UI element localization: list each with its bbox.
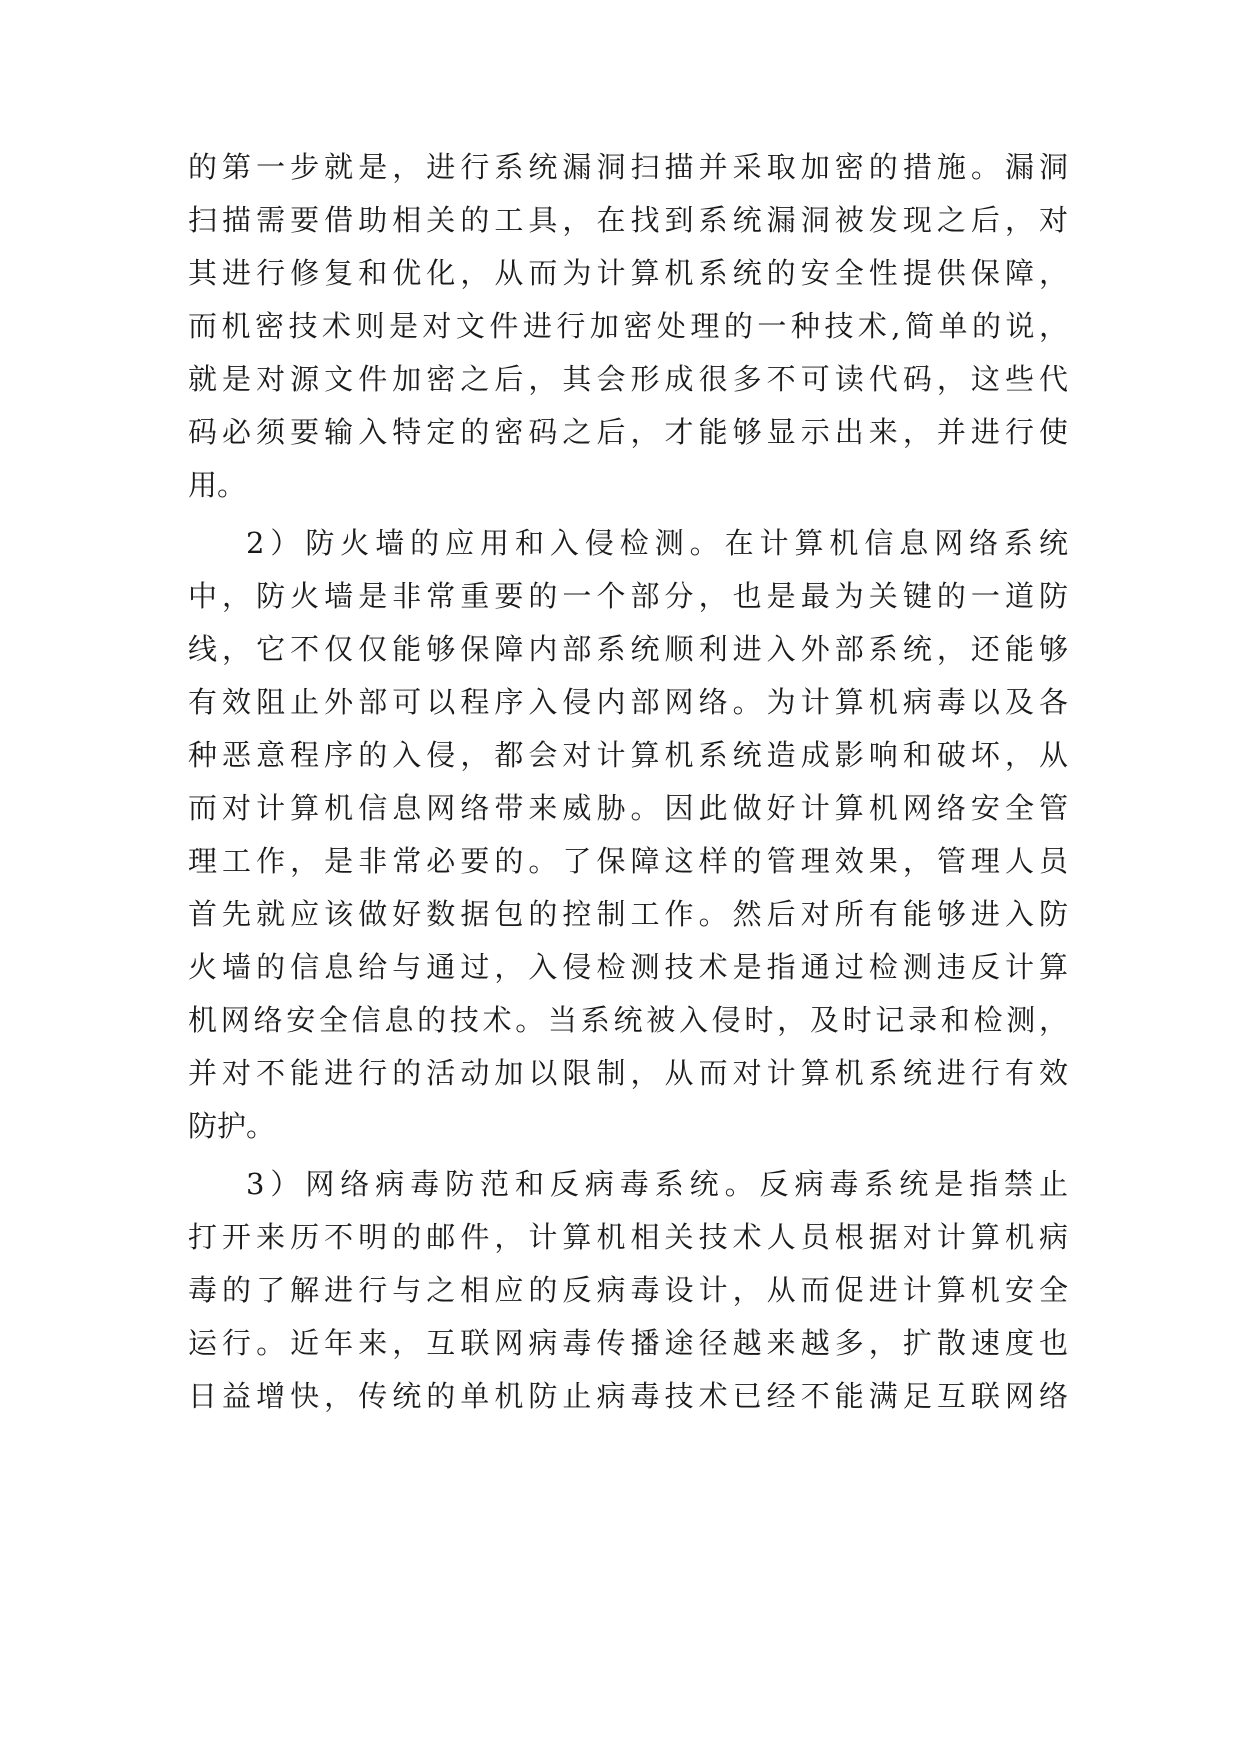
text-line: 用。 bbox=[188, 468, 247, 502]
text-line: 并对不能进行的活动加以限制，从而对计算机系统进行有效 bbox=[188, 1056, 1068, 1090]
text-line: 机网络安全信息的技术。当系统被入侵时，及时记录和检测， bbox=[188, 1003, 1068, 1037]
text-line: 种恶意程序的入侵，都会对计算机系统造成影响和破坏，从 bbox=[188, 738, 1068, 772]
text-line: 首先就应该做好数据包的控制工作。然后对所有能够进入防 bbox=[188, 897, 1068, 931]
text-line: 其进行修复和优化，从而为计算机系统的安全性提供保障， bbox=[188, 256, 1068, 290]
paragraph-first-line: 3）网络病毒防范和反病毒系统。反病毒系统是指禁止 bbox=[246, 1167, 1068, 1201]
text-line: 的第一步就是，进行系统漏洞扫描并采取加密的措施。漏洞 bbox=[188, 150, 1068, 184]
paragraph-first-line: 2）防火墙的应用和入侵检测。在计算机信息网络系统 bbox=[246, 526, 1068, 560]
text-line: 码必须要输入特定的密码之后，才能够显示出来，并进行使 bbox=[188, 415, 1068, 449]
text-line: 火墙的信息给与通过，入侵检测技术是指通过检测违反计算 bbox=[188, 950, 1068, 984]
text-line: 就是对源文件加密之后，其会形成很多不可读代码，这些代 bbox=[188, 362, 1068, 396]
text-line: 理工作，是非常必要的。了保障这样的管理效果，管理人员 bbox=[188, 844, 1068, 878]
text-line: 而对计算机信息网络带来威胁。因此做好计算机网络安全管 bbox=[188, 791, 1068, 825]
text-line: 线，它不仅仅能够保障内部系统顺利进入外部系统，还能够 bbox=[188, 632, 1068, 666]
text-line: 日益增快，传统的单机防止病毒技术已经不能满足互联网络 bbox=[188, 1379, 1068, 1413]
text-line: 扫描需要借助相关的工具，在找到系统漏洞被发现之后，对 bbox=[188, 203, 1068, 237]
text-line: 运行。近年来，互联网病毒传播途径越来越多，扩散速度也 bbox=[188, 1326, 1068, 1360]
text-line: 毒的了解进行与之相应的反病毒设计，从而促进计算机安全 bbox=[188, 1273, 1068, 1307]
text-line: 而机密技术则是对文件进行加密处理的一种技术,简单的说， bbox=[188, 309, 1068, 343]
text-line: 防护。 bbox=[188, 1109, 276, 1143]
text-line: 中，防火墙是非常重要的一个部分，也是最为关键的一道防 bbox=[188, 579, 1068, 613]
text-line: 有效阻止外部可以程序入侵内部网络。为计算机病毒以及各 bbox=[188, 685, 1068, 719]
text-line: 打开来历不明的邮件，计算机相关技术人员根据对计算机病 bbox=[188, 1220, 1068, 1254]
